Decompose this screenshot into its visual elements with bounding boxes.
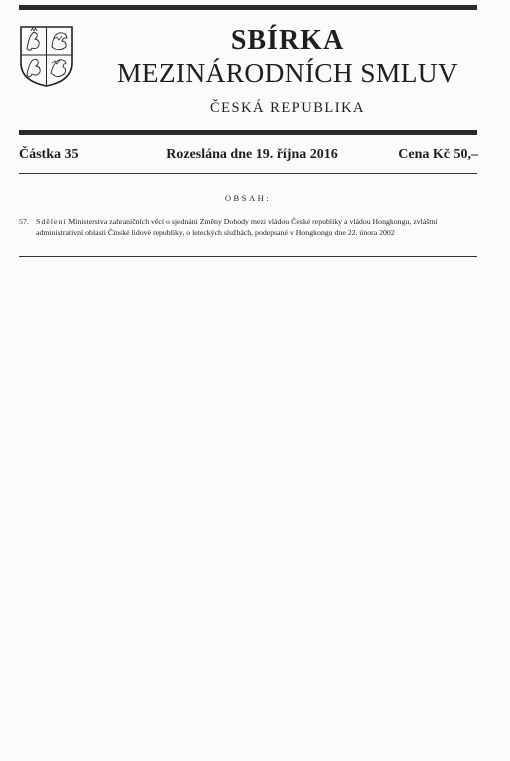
top-rule xyxy=(19,5,477,10)
contents-heading: OBSAH: xyxy=(224,193,272,203)
coat-of-arms-icon xyxy=(19,25,74,88)
contents-entry xyxy=(19,216,478,238)
entry-text xyxy=(19,216,478,238)
issue-number: Částka 35 xyxy=(19,147,79,162)
publication-subtitle: ČESKÁ REPUBLIKA xyxy=(209,100,366,116)
publication-title-line-2: MEZINÁRODNÍCH SMLUV xyxy=(116,57,459,88)
release-date: Rozeslána dne 19. října 2016 xyxy=(166,147,338,162)
contents-rule xyxy=(19,256,477,257)
header-rule xyxy=(19,130,477,135)
entry-type: Sdělení xyxy=(36,217,67,226)
entry-description: Ministerstva zahraničních věcí o sjednání Změny Dohody mezi vládou České republiky a vládou Hongkongu, zvláštní administrativní oblasti Čínské lidové republiky, o leteckých službách, podepsané v Hongkongu dne 22. února 2002 xyxy=(36,217,438,237)
entry-number: 57. xyxy=(19,217,29,226)
price: Cena Kč 50,– xyxy=(398,147,478,162)
publication-title-line-1: SBÍRKA xyxy=(230,25,345,56)
info-rule xyxy=(19,173,477,174)
